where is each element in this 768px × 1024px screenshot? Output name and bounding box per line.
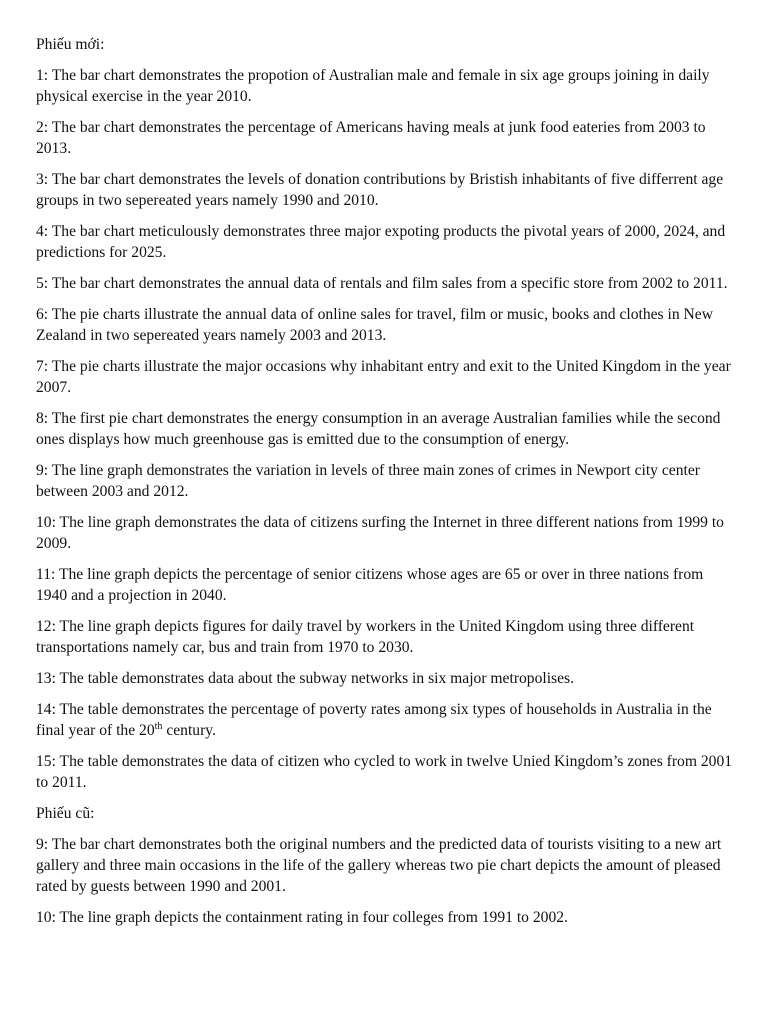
item-text: The bar chart meticulously demonstrates three major expoting products the pivotal years of 2000, 2024, and predictions for 2025. (36, 223, 726, 261)
item-text: The bar chart demonstrates the levels of donation contributions by Bristish inhabitants of five differrent age groups in two sepereated years namely 1990 and 2010. (36, 171, 724, 209)
item-text: The line graph depicts the percentage of senior citizens whose ages are 65 or over in three nations from 1940 and a projection in 2040. (36, 566, 704, 604)
list-item (36, 169, 736, 211)
item-number: 10 : (36, 909, 60, 926)
ordinal-superscript: th (154, 720, 163, 732)
item-number: 5 : (36, 275, 52, 292)
item-text: The first pie chart demonstrates the energy consumption in an average Australian families while the second ones displays how much greenhouse gas is emitted due to the consumption of energy. (36, 410, 721, 448)
list-item (36, 304, 736, 346)
item-number: 15 : (36, 753, 60, 770)
item-text: The line graph depicts figures for daily travel by workers in the United Kingdom using three different transportations namely car, bus and train from 1970 to 2030. (36, 618, 695, 656)
document-page (36, 34, 736, 938)
item-text: The line graph depicts the containment rating in four colleges from 1991 to 2002. (59, 909, 568, 926)
item-text: The pie charts illustrate the major occasions why inhabitant entry and exit to the United Kingdom in the year 2007. (36, 358, 731, 396)
item-number: 10 : (36, 514, 60, 531)
item-text: The bar chart demonstrates both the original numbers and the predicted data of tourists visiting to a new art gallery and three main occasions in the life of the gallery whereas two pie chart depicts the amount of pleased rated by guests between 1990 and 2001. (36, 836, 722, 895)
old-section-heading: Phiếu cũ: (36, 805, 95, 822)
item-number: 9 : (36, 462, 52, 479)
item-text: The bar chart demonstrates the propotion of Australian male and female in six age groups joining in daily physical exercise in the year 2010. (36, 67, 710, 105)
list-item (36, 408, 736, 450)
list-item (36, 273, 736, 294)
item-number: 12 : (36, 618, 60, 635)
item-number: 3 : (36, 171, 52, 188)
item-number: 2 : (36, 119, 52, 136)
item-number: 11 : (36, 566, 59, 583)
item-text: The bar chart demonstrates the percentage of Americans having meals at junk food eateries from 2003 to 2013. (36, 119, 706, 157)
item-number: 1 : (36, 67, 52, 84)
item-text: The table demonstrates the percentage of poverty rates among six types of households in Australia in the final year of the 20 (36, 701, 712, 739)
list-item (36, 834, 736, 897)
list-item (36, 668, 736, 689)
item-text: The bar chart demonstrates the annual data of rentals and film sales from a specific store from 2002 to 2011. (51, 275, 728, 292)
item-text: The line graph demonstrates the variation in levels of three main zones of crimes in Newport city center between 2003 and 2012. (36, 462, 700, 500)
list-item (36, 699, 736, 741)
item-text: The line graph demonstrates the data of citizens surfing the Internet in three different nations from 1999 to 2009. (36, 514, 724, 552)
list-item (36, 512, 736, 554)
list-item (36, 907, 736, 928)
list-item (36, 751, 736, 793)
item-text: The pie charts illustrate the annual data of online sales for travel, film or music, books and clothes in New Zealand in two sepereated years namely 2003 and 2013. (36, 306, 713, 344)
list-item (36, 356, 736, 398)
list-item (36, 65, 736, 107)
list-item (36, 117, 736, 159)
item-number: 4 : (36, 223, 52, 240)
list-item (36, 564, 736, 606)
item-text: The table demonstrates the data of citizen who cycled to work in twelve Unied Kingdom’s zones from 2001 to 2011. (36, 753, 733, 791)
list-item (36, 221, 736, 263)
item-number: 9 : (36, 836, 52, 853)
item-number: 14 : (36, 701, 60, 718)
new-section-heading: Phiếu mới: (36, 36, 105, 53)
item-number: 8 : (36, 410, 52, 427)
item-text: The table demonstrates data about the subway networks in six major metropolises. (59, 670, 575, 687)
item-number: 6 : (36, 306, 52, 323)
item-number: 13 : (36, 670, 60, 687)
list-item (36, 616, 736, 658)
list-item (36, 460, 736, 502)
item-text-tail: century. (162, 722, 216, 739)
item-number: 7 : (36, 358, 52, 375)
